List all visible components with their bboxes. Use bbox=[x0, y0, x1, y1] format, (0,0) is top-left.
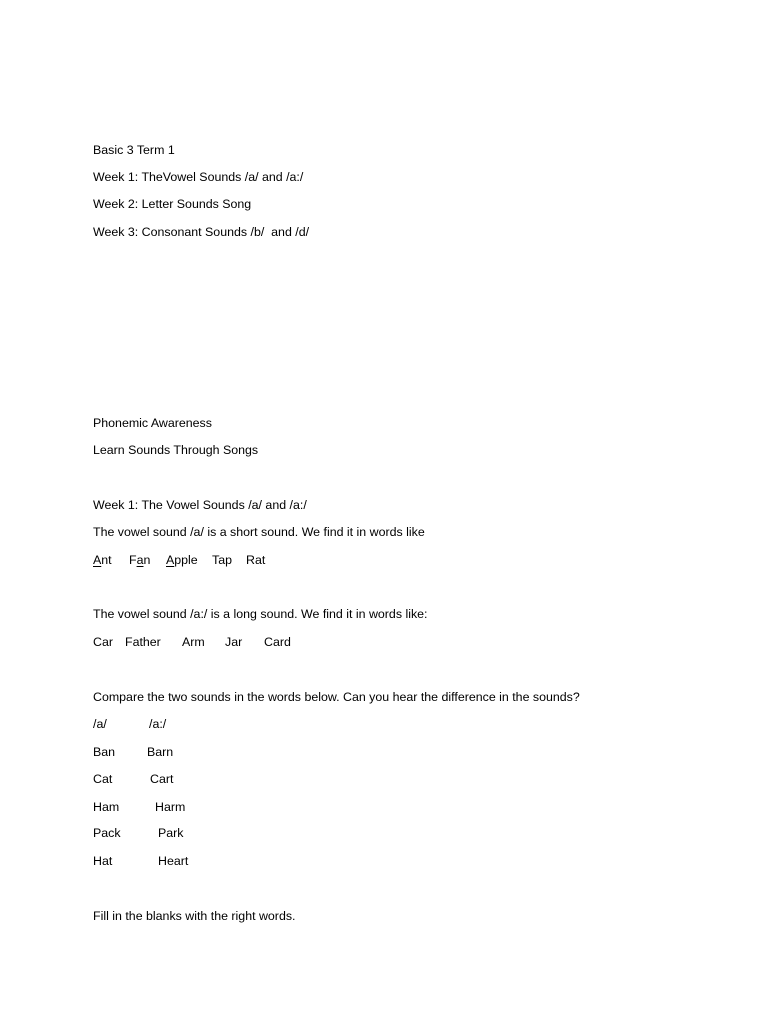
short-sound-intro: The vowel sound /a/ is a short sound. We find it in words like bbox=[93, 525, 425, 539]
short-word: Rat bbox=[246, 553, 266, 567]
lesson-heading: Week 1: The Vowel Sounds /a/ and /a:/ bbox=[93, 498, 307, 512]
long-word: Arm bbox=[182, 635, 205, 649]
compare-header-long: /a:/ bbox=[149, 717, 167, 731]
short-word: Tap bbox=[212, 553, 232, 567]
compare-long-word: Cart bbox=[150, 772, 174, 786]
compare-long-word: Park bbox=[158, 826, 184, 840]
long-sound-intro: The vowel sound /a:/ is a long sound. We find it in words like: bbox=[93, 607, 428, 621]
compare-intro: Compare the two sounds in the words below. Can you hear the difference in the sounds? bbox=[93, 690, 580, 704]
compare-short-word: Pack bbox=[93, 826, 121, 840]
long-word: Father bbox=[125, 635, 161, 649]
week-3-outline: Week 3: Consonant Sounds /b/ and /d/ bbox=[93, 225, 310, 239]
compare-short-word: Ban bbox=[93, 745, 116, 759]
compare-header-short: /a/ bbox=[93, 717, 107, 731]
compare-short-word: Hat bbox=[93, 854, 113, 868]
short-word: Fan bbox=[129, 553, 151, 567]
long-word: Jar bbox=[225, 635, 243, 649]
short-word: Ant bbox=[93, 553, 112, 567]
compare-short-word: Cat bbox=[93, 772, 113, 786]
course-title: Basic 3 Term 1 bbox=[93, 143, 175, 157]
long-word: Car bbox=[93, 635, 113, 649]
compare-short-word: Ham bbox=[93, 800, 120, 814]
compare-long-word: Barn bbox=[147, 745, 174, 759]
week-1-outline: Week 1: TheVowel Sounds /a/ and /a:/ bbox=[93, 170, 304, 184]
long-word: Card bbox=[264, 635, 291, 649]
week-2-outline: Week 2: Letter Sounds Song bbox=[93, 197, 252, 211]
short-word: Apple bbox=[166, 553, 198, 567]
section-title: Phonemic Awareness bbox=[93, 416, 212, 430]
fill-blanks-instruction: Fill in the blanks with the right words. bbox=[93, 909, 296, 923]
section-subtitle: Learn Sounds Through Songs bbox=[93, 443, 259, 457]
compare-long-word: Heart bbox=[158, 854, 189, 868]
compare-long-word: Harm bbox=[155, 800, 186, 814]
